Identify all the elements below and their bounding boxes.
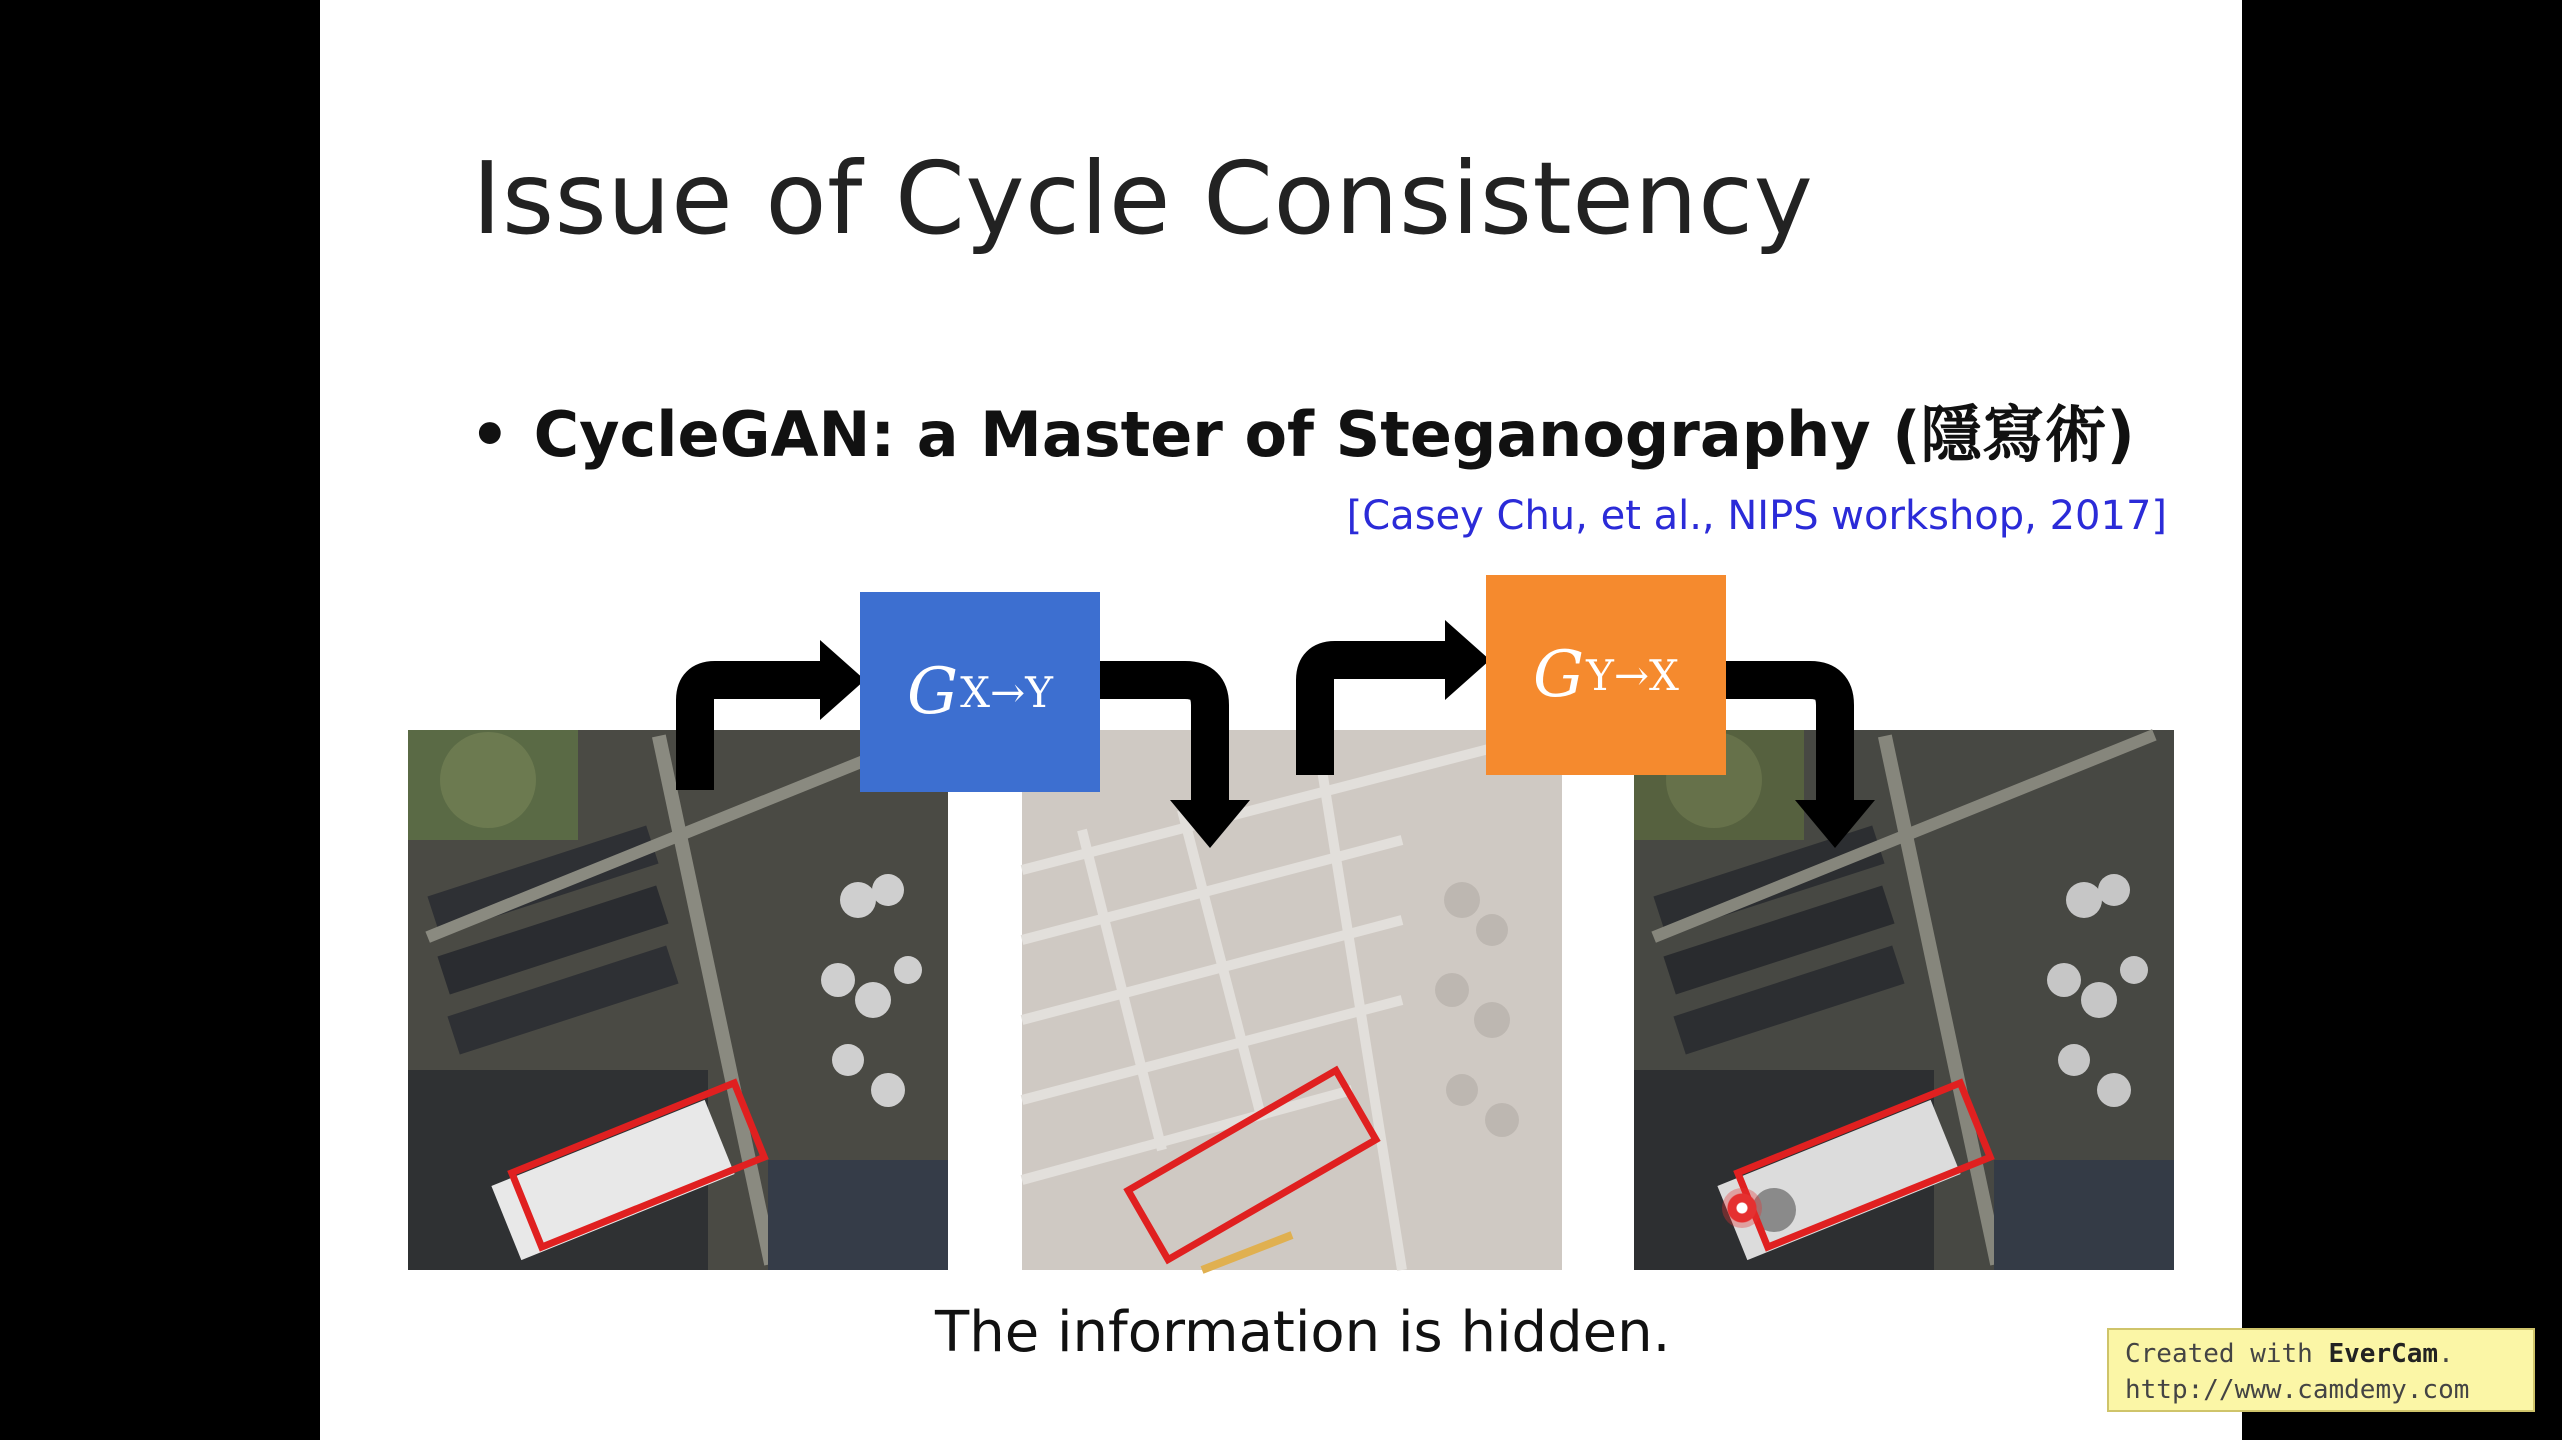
watermark-line-1 <box>2125 1336 2517 1372</box>
evercam-watermark <box>2107 1328 2535 1412</box>
bullet-dot: • <box>470 398 510 471</box>
generator-y-to-x <box>1486 575 1726 775</box>
slide-title: Issue of Cycle Consistency <box>472 140 1814 257</box>
arrow-input-to-gxy <box>695 680 820 790</box>
bullet-text: CycleGAN: a Master of Steganography (隱寫術) <box>533 398 2135 471</box>
pointer-highlight-icon <box>1722 1188 1762 1228</box>
flow-arrows <box>320 0 2242 1440</box>
generator-x-to-y-subscript: X→Y <box>960 667 1053 717</box>
watermark-url: http://www.camdemy.com <box>2125 1375 2470 1405</box>
arrow-map-to-gyx <box>1315 660 1445 775</box>
arrow-gyx-to-output <box>1726 680 1835 800</box>
watermark-brand: EverCam <box>2328 1339 2439 1369</box>
generator-x-to-y <box>860 592 1100 792</box>
watermark-suffix: . <box>2438 1339 2454 1369</box>
slide-caption: The information is hidden. <box>935 1300 1671 1365</box>
generator-y-to-x-subscript: Y→X <box>1586 650 1679 700</box>
generator-x-to-y-symbol: G <box>907 655 959 729</box>
arrow-gxy-to-map <box>1100 680 1210 800</box>
generator-y-to-x-symbol: G <box>1533 638 1585 712</box>
slide <box>320 0 2470 1440</box>
watermark-prefix: Created with <box>2125 1339 2329 1369</box>
citation: [Casey Chu, et al., NIPS workshop, 2017] <box>1346 493 2167 539</box>
